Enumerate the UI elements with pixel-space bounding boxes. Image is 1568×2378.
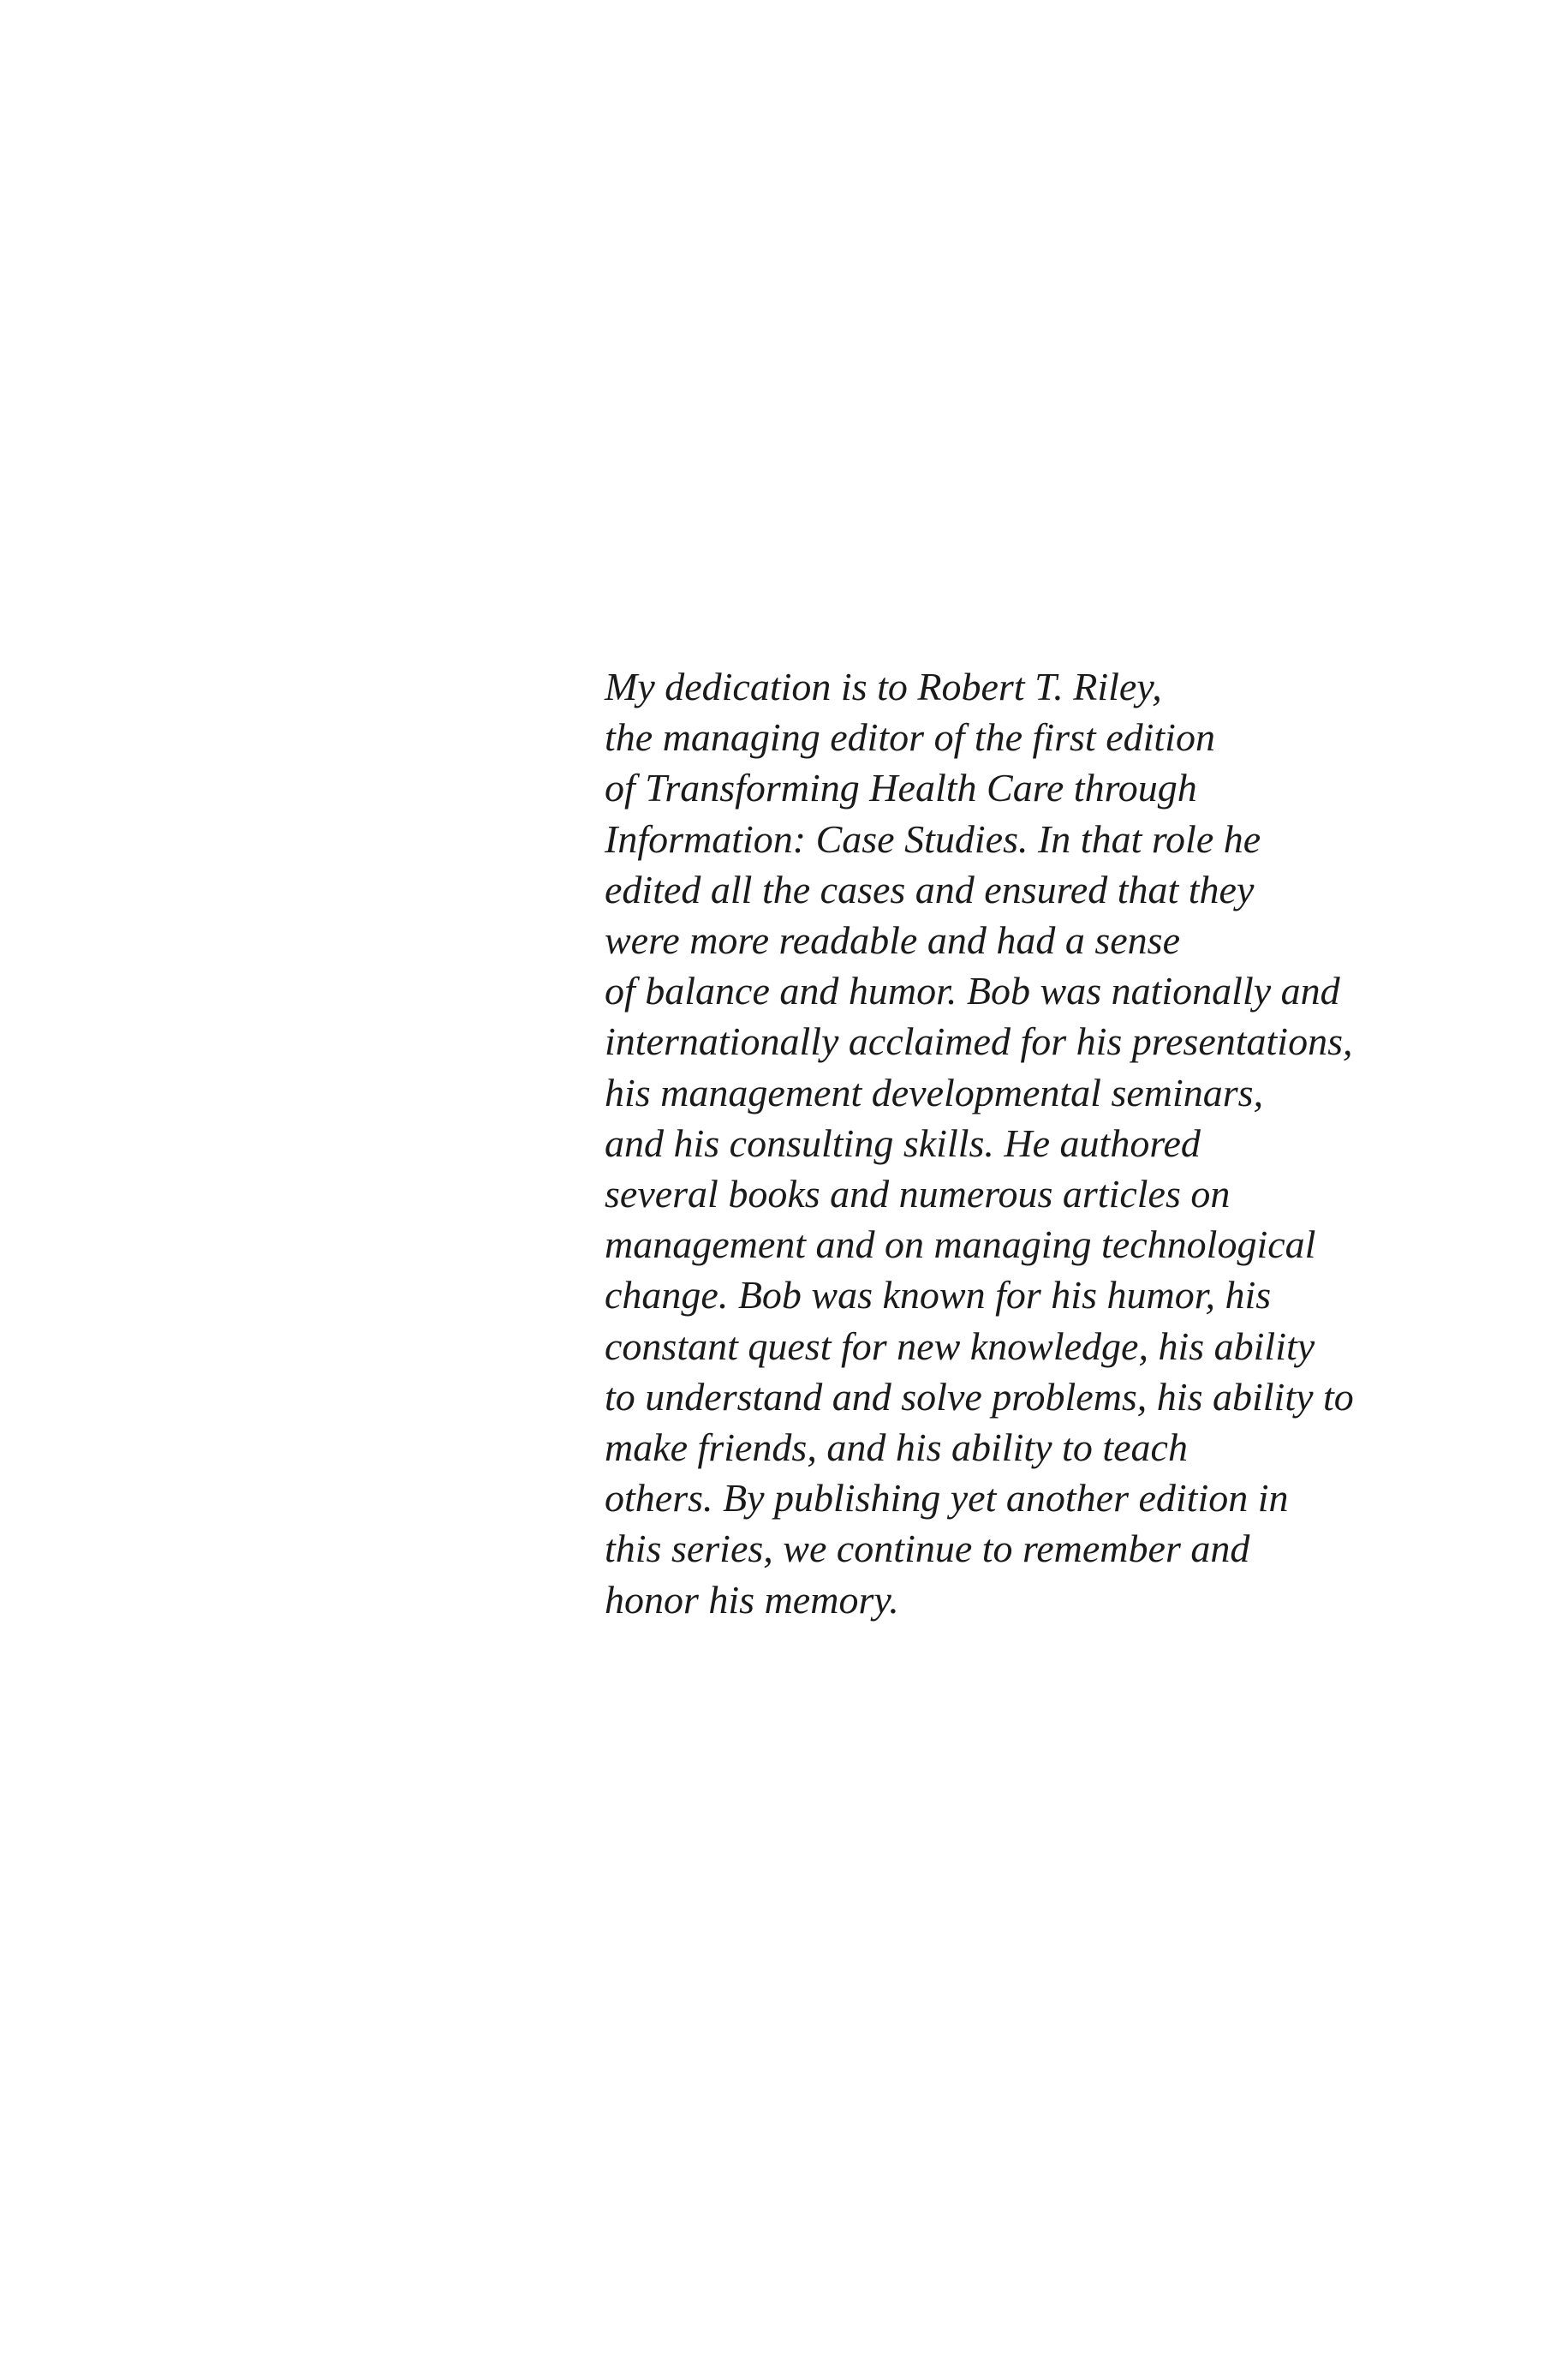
dedication-line: of balance and humor. Bob was nationally and bbox=[605, 969, 1340, 1013]
dedication-line: this series, we continue to remember and bbox=[605, 1527, 1250, 1571]
dedication-line: constant quest for new knowledge, his ability bbox=[605, 1323, 1315, 1368]
dedication-line: to understand and solve problems, his ability to bbox=[605, 1374, 1354, 1419]
dedication-line: internationally acclaimed for his presentations, bbox=[605, 1019, 1353, 1064]
dedication-line: edited all the cases and ensured that they bbox=[605, 867, 1255, 911]
dedication-line: honor his memory. bbox=[605, 1577, 899, 1622]
dedication-line: management and on managing technological bbox=[605, 1222, 1316, 1267]
dedication-line: change. Bob was known for his humor, his bbox=[605, 1273, 1272, 1317]
dedication-line: his management developmental seminars, bbox=[605, 1070, 1264, 1114]
dedication-line: several books and numerous articles on bbox=[605, 1172, 1231, 1216]
dedication-line: of Transforming Health Care through bbox=[605, 766, 1197, 810]
dedication-line: were more readable and had a sense bbox=[605, 918, 1180, 963]
dedication-text bbox=[605, 661, 1495, 1625]
dedication-line: make friends, and his ability to teach bbox=[605, 1425, 1188, 1470]
dedication-line: the managing editor of the first edition bbox=[605, 715, 1215, 760]
dedication-line: others. By publishing yet another edition in bbox=[605, 1476, 1289, 1521]
dedication-line: Information: Case Studies. In that role he bbox=[605, 816, 1261, 861]
dedication-line: and his consulting skills. He authored bbox=[605, 1120, 1201, 1165]
dedication-line: My dedication is to Robert T. Riley, bbox=[605, 665, 1162, 708]
